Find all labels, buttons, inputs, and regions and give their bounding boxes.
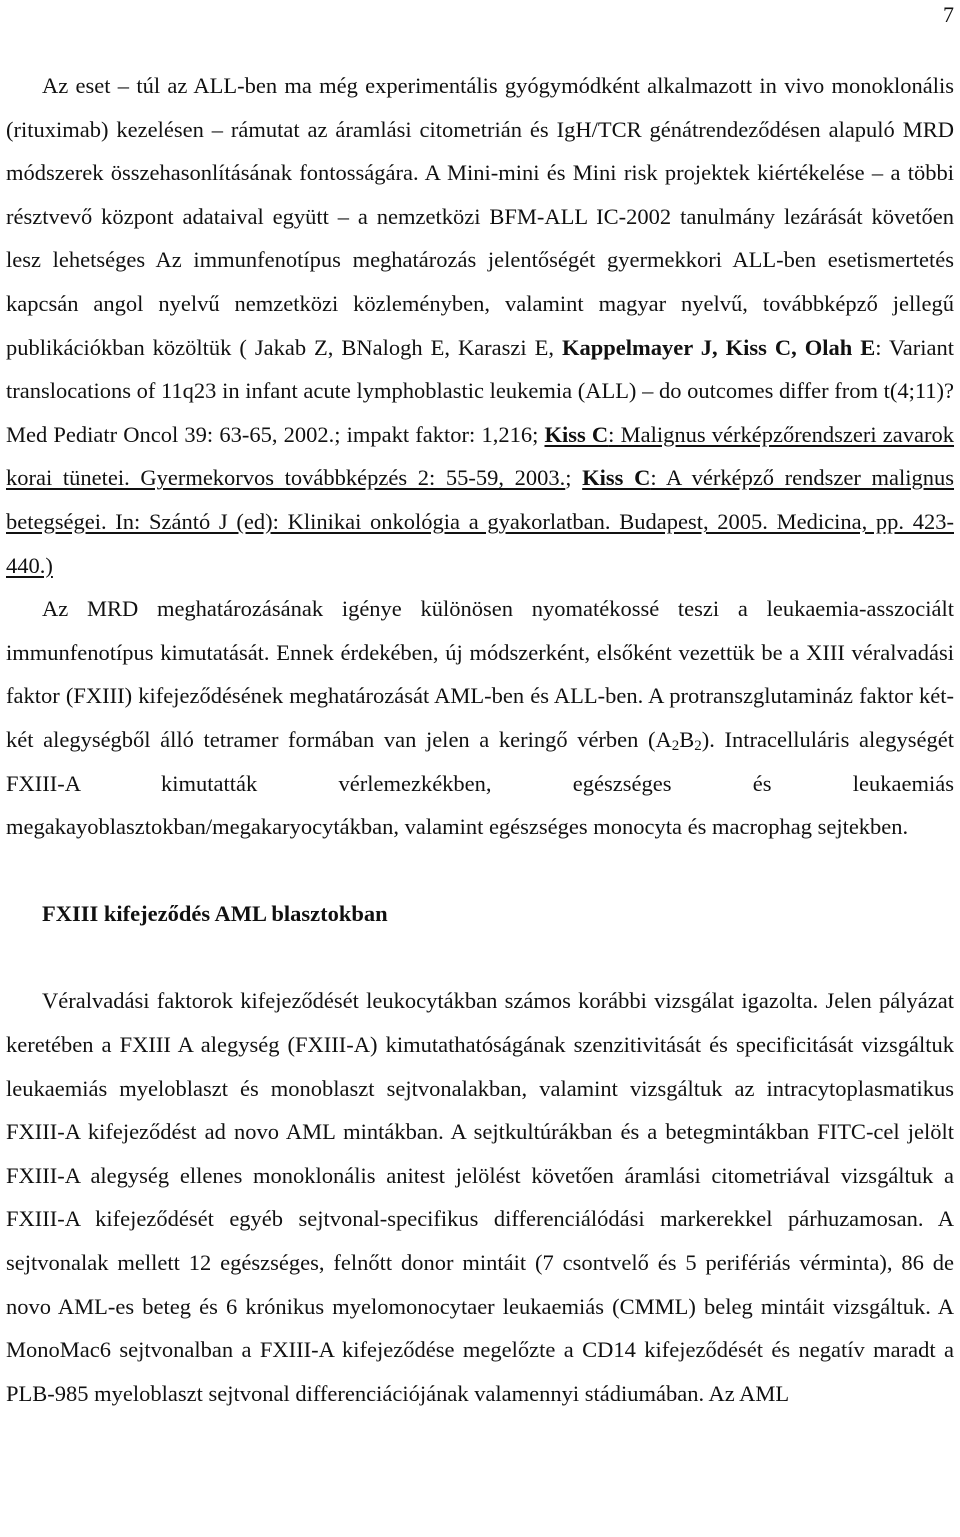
paragraph-text: : Variant translocations of 11q23 in infant acute lymphoblastic leukemia (ALL) – do outcomes differ from t(4;11)? Med Pediatr Oncol 39: 63-65, 2002.; impakt faktor: 1,216; (6, 334, 954, 447)
subscript: 2 (694, 737, 702, 754)
paragraph-rituximab-mrd (6, 64, 954, 587)
page-number: 7 (943, 2, 954, 27)
section-heading: FXIII kifejeződés AML blasztokban (42, 901, 388, 927)
subscript: 2 (671, 737, 680, 754)
bold-author: Kiss C (582, 465, 651, 491)
paragraph-text: ). Intracelluláris alegységét FXIII-A kimutatták vérlemezkékben, egészséges és leukaemiás megakayoblasztokban/megakaryocytákban, valamint egészséges monocyta és macrophag sejtekben. (6, 726, 954, 840)
reference-text: : Malignus vérképzőrendszeri zavarok korai tünetei. Gyermekorvos továbbképzés 2: 55-59, 2003. (6, 421, 955, 491)
paragraph-fxiii-intro (6, 587, 954, 849)
paragraph-fxiii-aml: Véralvadási faktorok kifejeződését leukocytákban számos korábbi vizsgálat igazolta. Jelen pályázat keretében a FXIII A alegység (FXIII-A) kimutathatóságának szenzitivitását és specificitását vizsgáltuk leukaemiás myeloblaszt és monoblaszt sejtvonalakban, valamint vizsgáltuk az intracytoplasmatikus FXIII-A kifejeződést ad novo AML mintákban. A sejtkultúrákban és a betegmintákban FITC-cel jelölt FXIII-A alegység ellenes monoklonális anitest jelölést követően áramlási citometriával vizsgáltuk a FXIII-A kifejeződését egyéb sejtvonal-specifikus differenciálódási markerekkel párhuzamosan. A sejtvonalak mellett 12 egészséges, felnőtt donor mintáit (7 csontvelő és 5 perifériás vérminta), 86 de novo AML-es beteg és 6 krónikus myelomonocytaer leukaemiás (CMML) beleg mintáit vizsgáltuk. A MonoMac6 sejtvonalban a FXIII-A kifejeződése megelőzte a CD14 kifejeződését és negatív maradt a PLB-985 myeloblaszt sejtvonal differenciációjának valamennyi stádiumában. Az AML (6, 988, 954, 1406)
separator: ; (565, 465, 583, 491)
bold-authors: Kappelmayer J, Kiss C, Olah E (561, 334, 876, 360)
bold-author: Kiss C (544, 421, 609, 447)
reference-text: : A vérképző rendszer malignus betegségei. In: Szántó J (ed): Klinikai onkológia a gyakorlatban. Budapest, 2005. Medicina, pp. 423-440.) (6, 465, 955, 578)
paragraph-text: B (679, 726, 695, 752)
document-body (6, 64, 954, 1415)
paragraph-text: Az MRD meghatározásának igénye különösen nyomatékossé teszi a leukaemia-asszociált immunfenotípus kimutatását. Ennek érdekében, új módszerként, elsőként vezettük be a XIII véralvadási faktor (FXIII) kifejeződésének meghatározását AML-ben és ALL-ben. A protranszglutamináz faktor két-két alegységből álló tetramer formában van jelen a keringő vérben (A (6, 596, 954, 752)
paragraph-text: Az eset – túl az ALL-ben ma még experimentális gyógymódként alkalmazott in vivo monoklonális (rituximab) kezelésen – rámutat az áramlási citometrián és IgH/TCR génátrendeződésen alapuló MRD módszerek összehasonlításának fontosságára. A Mini-mini és Mini risk projektek kiértékelése – a többi résztvevő központ adataival együtt – a nemzetközi BFM-ALL IC-2002 tanulmány lezárását követően lesz lehetséges Az immunfenotípus meghatározás jelentőségét gyermekkori ALL-ben esetismertetés kapcsán angol nyelvű nemzetközi közleményben, valamint magyar nyelvű, továbbképző jellegű publikációkban közöltük ( Jakab Z, BNalogh E, Karaszi E, (6, 73, 954, 360)
